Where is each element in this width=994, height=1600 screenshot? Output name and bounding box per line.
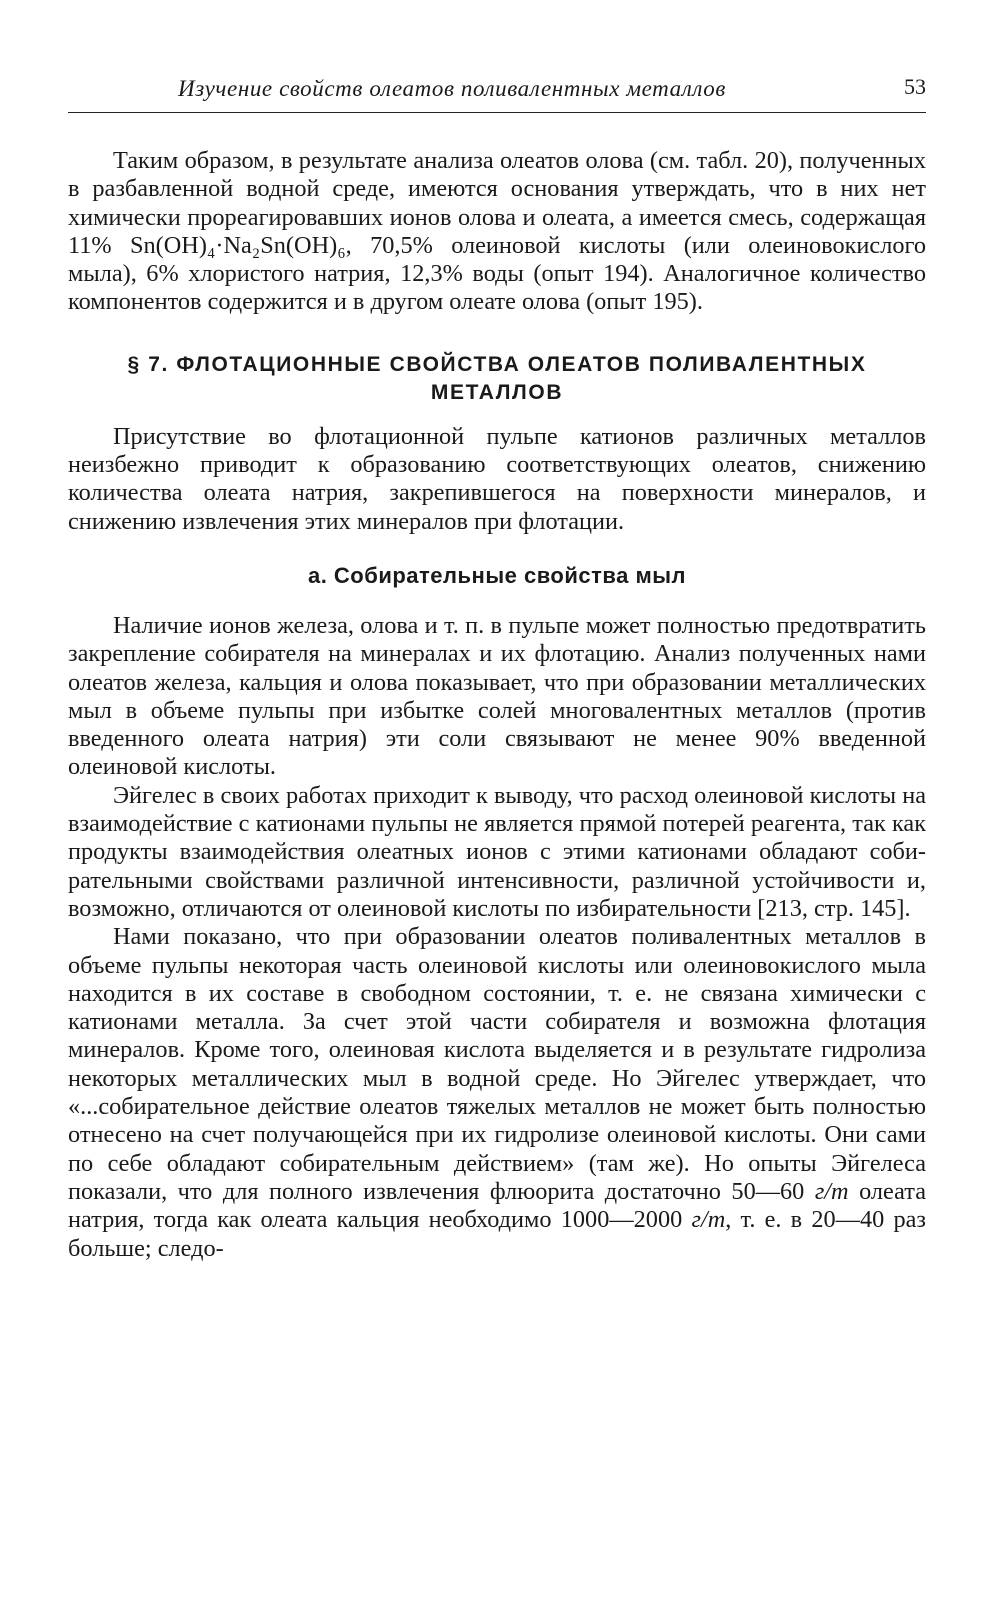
- running-title: Изучение свойств олеатов поливалентных металлов: [178, 76, 726, 101]
- paragraph-text-part-3: , т. е. в 20—40 раз больше; следо-: [68, 1206, 927, 1262]
- book-page: [68, 70, 926, 1263]
- unit-grams-per-ton: г/т: [814, 1177, 849, 1205]
- paragraph-iron-tin-ions: Наличие ионов железа, олова и т. п. в пульпе может полностью предотвратить закрепление собирателя на минералах и их флотацию. Анализ полученных нами олеатов железа, кальция и олова показывает, что при образовании металлических мыл в объеме пульпы при избытке солей многовалентных металлов (против введенного олеата натрия) эти соли связывают не менее 90% введенной олеиновой кислоты.: [68, 611, 926, 781]
- paragraph-text-part-2: олеата натрия, тогда как олеата кальция необходимо 1000—2000: [68, 1177, 926, 1234]
- section-heading: [68, 351, 926, 407]
- subsection-heading: а. Собирательные свойства мыл: [307, 562, 687, 588]
- paragraph-text-part-1: Нами показано, что при образовании олеатов поливалентных металлов в объеме пульпы некоторая часть олеиновой кислоты или олеиновокислого мыла находится в их составе в свободном состоянии, т. е. не связана химически с катионами металла. За счет этой части собирателя и возможна флотация минералов. Кроме того, олеиновая кислота выделяется и в результате гидролиза некоторых металлических мыл в водной среде. Но Эйгелес утверждает, что «...собирательное действие олеатов тяжелых металлов не может быть полностью отнесено на счет получающейся при их гидролизе олеиновой кислоты. Они сами по себе обладают собирательным действием» (там же). Но опыты Эйгелеса показали, что для полного извлечения флюорита достаточно 50—60: [68, 923, 926, 1205]
- section-heading-line-2: МЕТАЛЛОВ: [430, 380, 564, 404]
- section-heading-line-1: § 7. ФЛОТАЦИОННЫЕ СВОЙСТВА ОЛЕАТОВ ПОЛИВАЛЕНТНЫХ: [127, 352, 867, 376]
- running-header: [68, 70, 926, 113]
- paragraph-cations-in-pulp: Присутствие во флотационной пульпе катионов различных металлов неизбежно приводит к образованию соответствующих олеатов, снижению количества олеата натрия, закрепившегося на поверхности минералов, и снижению извлечения этих минералов при флотации.: [68, 422, 926, 535]
- page-number: 53: [904, 74, 926, 99]
- paragraph-free-oleic-acid: [68, 923, 926, 1263]
- paragraph-tin-oleate-analysis: Таким образом, в результате анализа олеатов олова (см. табл. 20), полученных в разбавленной водной среде, имеются основания утверждать, что в них нет химически прореагировавших ионов олова и олеата, а имеется смесь, содержащая 11% Sn(OH)₄·Na₂Sn(OH)₆, 70,5% олеиновой кислоты (или олеиновокислого мыла), 6% хлористого натрия, 12,3% воды (опыт 194). Аналогичное количество компонентов содержится и в другом олеате олова (опыт 195).: [68, 147, 926, 316]
- paragraph-eigeles-conclusion: Эйгелес в своих работах приходит к выводу, что расход олеиновой кислоты на взаимодействие с катионами пульпы не является прямой потерей реагента, так как продукты взаимодействия олеатных ионов с этими катионами обладают собирательными свойствами различной интенсивности, различной устойчивости и, возможно, отличаются от олеиновой кислоты по избирательности [213, стр. 145].: [68, 781, 926, 922]
- unit-grams-per-ton-2: г/т: [691, 1206, 726, 1234]
